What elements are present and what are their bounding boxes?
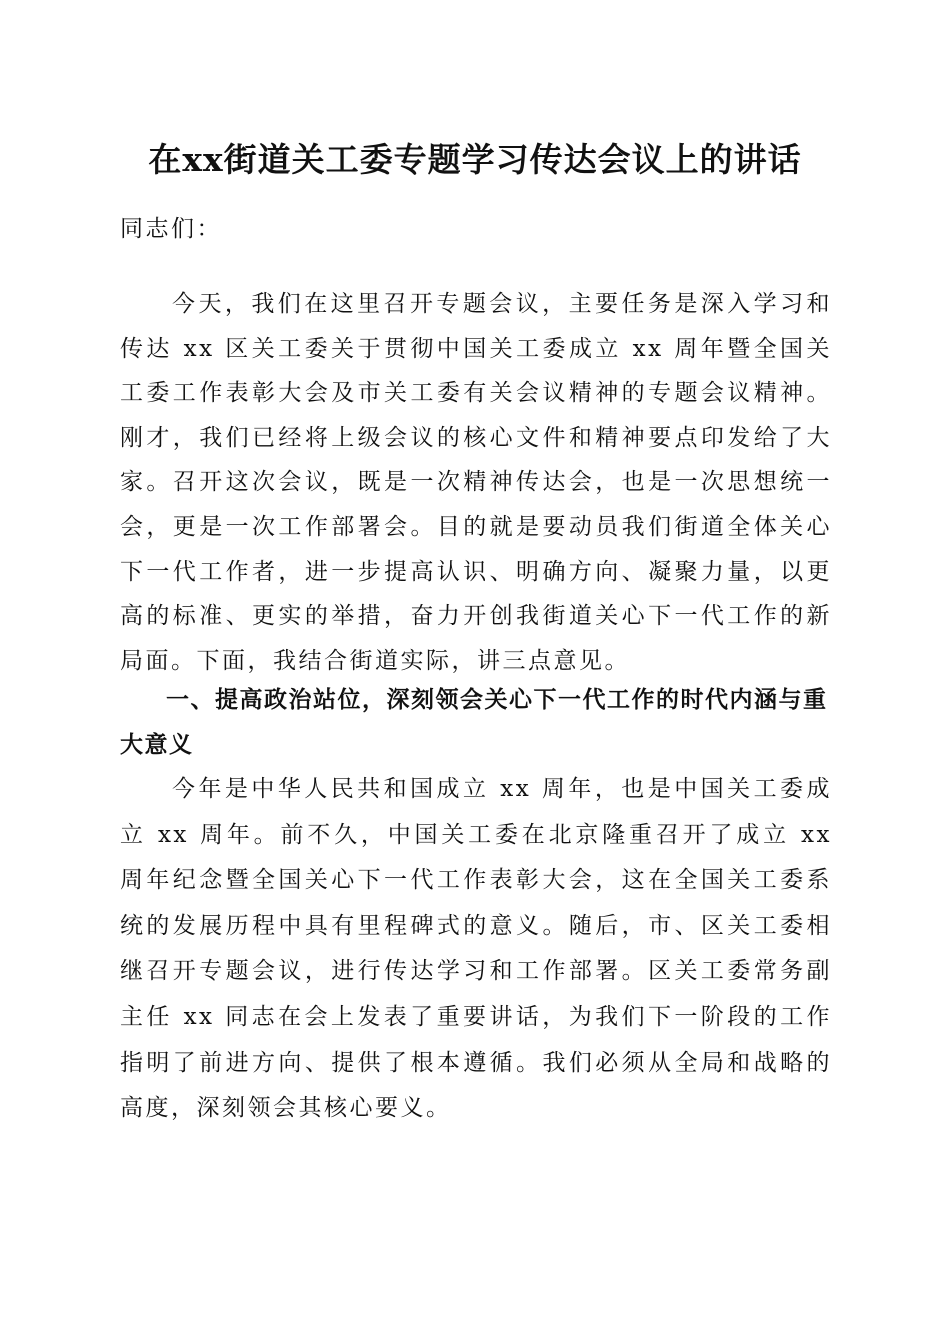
section-heading-1: 一、提高政治站位，深刻领会关心下一代工作的时代内涵与重大意义 [120,687,828,758]
paragraph-section-1: 今年是中华人民共和国成立 xx 周年，也是中国关工委成立 xx 周年。前不久，中国关工委在北京隆重召开了成立 xx 周年纪念暨全国关心下一代工作表彰大会，这在全国关工委系统的发展历程中具有里程碑式的意义。随后，市、区关工委相继召开专题会议，进行传达学习和工作部署。区关工委常务副主任 xx 同志在会上发表了重要讲话，为我们下一阶段的工作指明了前进方向、提供了根本遵循。我们必须从全局和战略的高度，深刻领会其核心要义。 [120,776,832,1122]
document-title: 在xx街道关工委专题学习传达会议上的讲话 [148,140,802,179]
salutation: 同志们： [120,216,222,242]
paragraph-intro: 今天，我们在这里召开专题会议，主要任务是深入学习和传达 xx 区关工委关于贯彻中国关工委成立 xx 周年暨全国关工委工作表彰大会及市关工委有关会议精神的专题会议精神。刚才，我们已经将上级会议的核心文件和精神要点印发给了大家。召开这次会议，既是一次精神传达会，也是一次思想统一会，更是一次工作部署会。目的就是要动员我们街道全体关心下一代工作者，进一步提高认识、明确方向、凝聚力量，以更高的标准、更实的举措，奋力开创我街道关心下一代工作的新局面。下面，我结合街道实际，讲三点意见。 [120,291,832,674]
